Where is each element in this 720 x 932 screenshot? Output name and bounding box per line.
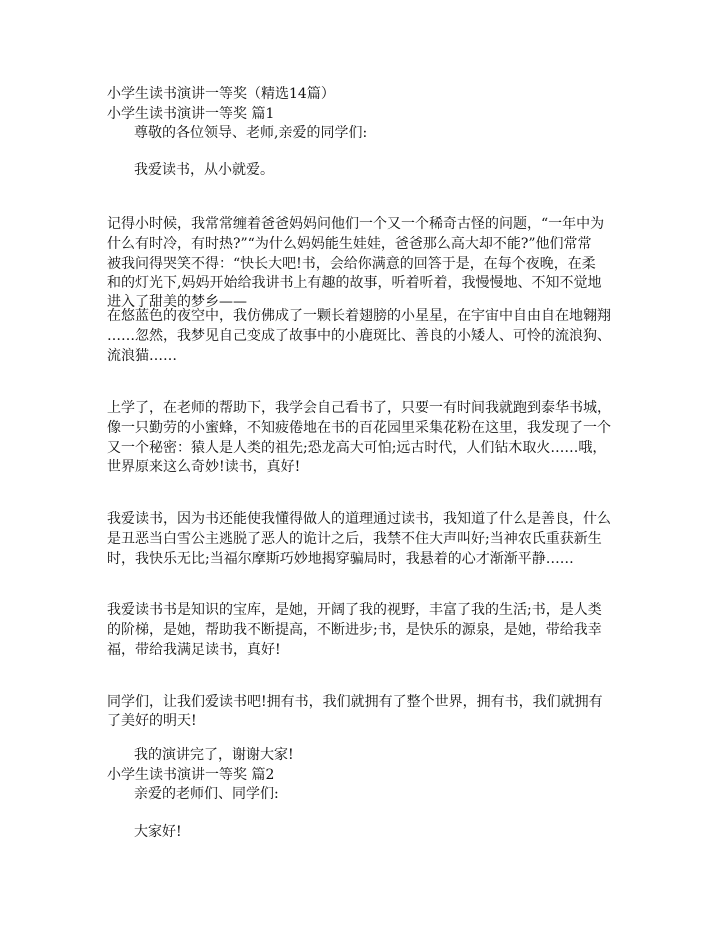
piece1-para1-line: 记得小时候，我常常缠着爸爸妈妈问他们一个又一个稀奇古怪的问题，“一年中为 — [107, 216, 605, 232]
piece1-para1-line: 在悠蓝色的夜空中，我仿佛成了一颗长着翅膀的小星星，在宇宙中自由自在地翱翔 — [107, 308, 611, 324]
piece2-hello: 大家好! — [134, 824, 182, 840]
piece1-para3-line: 时，我快乐无比;当福尔摩斯巧妙地揭穿骗局时，我悬着的心才渐渐平静…… — [107, 551, 574, 567]
piece1-para1-line: 什么有时冷，有时热?”“为什么妈妈能生娃娃，爸爸那么高大却不能?”他们常常 — [107, 236, 592, 252]
piece1-para1-line: 进入了甜美的梦乡—— — [107, 294, 247, 310]
piece1-para4-line: 福，带给我满足读书，真好! — [107, 642, 281, 658]
piece1-para1-line: 被我问得哭笑不得：“快长大吧!书，会给你满意的回答于是，在每个夜晚，在柔 — [107, 256, 596, 272]
piece1-para1-line: 和的灯光下,妈妈开始给我讲书上有趣的故事，听着听着，我慢慢地、不知不觉地 — [107, 275, 602, 291]
piece1-para5-line: 了美好的明天! — [107, 713, 197, 729]
piece1-para3-line: 是丑恶当白雪公主逃脱了恶人的诡计之后，我禁不住大声叫好;当神农氏重获新生 — [107, 531, 602, 547]
piece1-para2-line: 世界原来这么奇妙!读书，真好! — [107, 459, 301, 475]
piece1-para4-line: 的阶梯，是她，帮助我不断提高，不断进步;书，是快乐的源泉，是她，带给我幸 — [107, 622, 602, 638]
piece1-para2-line: 上学了，在老师的帮助下，我学会自己看书了，只要一有时间我就跑到泰华书城， — [107, 400, 611, 416]
piece1-heading: 小学生读书演讲一等奖 篇1 — [107, 106, 275, 122]
piece1-intro: 我爱读书，从小就爱。 — [134, 162, 274, 178]
piece2-heading: 小学生读书演讲一等奖 篇2 — [107, 767, 275, 783]
piece1-para3-line: 我爱读书，因为书还能使我懂得做人的道理通过读书，我知道了什么是善良，什么 — [107, 511, 611, 527]
piece1-para5-line: 同学们，让我们爱读书吧!拥有书，我们就拥有了整个世界，拥有书，我们就拥有 — [107, 694, 603, 710]
piece1-para1-line: ……忽然，我梦见自己变成了故事中的小鹿斑比、善良的小矮人、可怜的流浪狗、 — [107, 328, 611, 344]
document-title: 小学生读书演讲一等奖（精选14篇） — [107, 86, 335, 102]
piece1-para1-line: 流浪猫…… — [107, 348, 177, 364]
piece1-greeting: 尊敬的各位领导、老师,亲爱的同学们: — [134, 125, 368, 141]
piece1-closing: 我的演讲完了，谢谢大家! — [134, 747, 294, 763]
piece1-para4-line: 我爱读书书是知识的宝库，是她，开阔了我的视野，丰富了我的生活;书，是人类 — [107, 602, 602, 618]
piece1-para2-line: 又一个秘密：猿人是人类的祖先;恐龙高大可怕;远古时代，人们钻木取火……哦， — [107, 440, 607, 456]
piece2-greeting: 亲爱的老师们、同学们: — [134, 786, 279, 802]
piece1-para2-line: 像一只勤劳的小蜜蜂，不知疲倦地在书的百花园里采集花粉在这里，我发现了一个 — [107, 420, 611, 436]
